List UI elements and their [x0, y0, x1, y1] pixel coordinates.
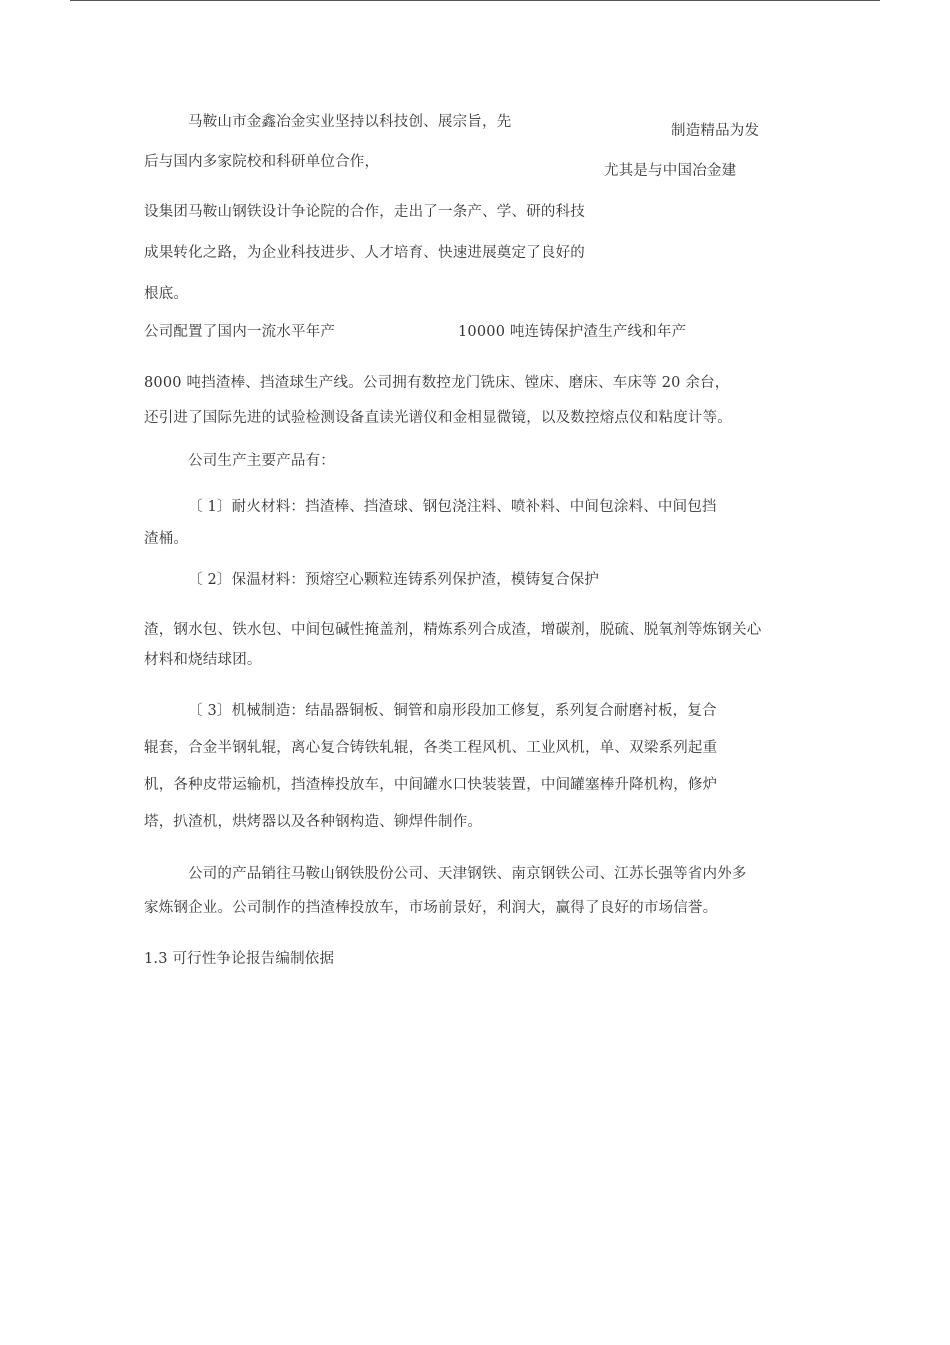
- paragraph-line: 成果转化之路，为企业科技进步、人才培育、快速进展奠定了良好的: [144, 245, 585, 261]
- paragraph-line: 家炼钢企业。公司制作的挡渣棒投放车，市场前景好，利润大，赢得了良好的市场信誉。: [144, 900, 718, 916]
- paragraph-line: 公司生产主要产品有：: [188, 453, 335, 469]
- paragraph-line: 公司的产品销往马鞍山钢铁股份公司、天津钢铁、南京钢铁公司、江苏长强等省内外多: [188, 866, 747, 882]
- section-heading: 1.3 可行性争论报告编制依据: [144, 951, 335, 967]
- paragraph-line: 根底。: [144, 286, 189, 302]
- header-rule: [70, 0, 880, 1]
- paragraph-line: 马鞍山市金鑫冶金实业坚持以科技创、展宗旨，先: [188, 114, 512, 130]
- paragraph-line: 渣桶。: [144, 531, 189, 547]
- paragraph-line: 辊套，合金半钢轧辊，离心复合铸铁轧辊，各类工程风机、工业风机，单、双梁系列起重: [144, 740, 718, 756]
- paragraph-line: 公司配置了国内一流水平年产: [144, 324, 336, 340]
- paragraph-line-fragment: 制造精品为发: [671, 123, 760, 139]
- paragraph-line: 渣，钢水包、铁水包、中间包碱性掩盖剂，精炼系列合成渣，增碳剂，脱硫、脱氧剂等炼钢关心: [144, 622, 762, 638]
- list-item-refractory: 〔 1〕耐火材料：挡渣棒、挡渣球、钢包浇注料、喷补料、中间包涂料、中间包挡: [188, 499, 717, 515]
- paragraph-line-fragment: 尤其是与中国冶金建: [604, 163, 737, 179]
- paragraph-line: 机，各种皮带运输机，挡渣棒投放车，中间罐水口快装装置，中间罐塞棒升降机构，修炉: [144, 777, 718, 793]
- list-item-machinery: 〔 3〕机械制造：结晶器铜板、铜管和扇形段加工修复，系列复合耐磨衬板，复合: [188, 703, 717, 719]
- paragraph-line: 后与国内多家院校和科研单位合作，: [144, 154, 380, 170]
- paragraph-line: 材料和烧结球团。: [144, 652, 262, 668]
- paragraph-line: 8000 吨挡渣棒、挡渣球生产线。公司拥有数控龙门铣床、镗床、磨床、车床等 20 余台，: [144, 375, 730, 391]
- paragraph-line: 还引进了国际先进的试验检测设备直读光谱仪和金相显微镜，以及数控熔点仪和粘度计等。: [144, 410, 732, 426]
- paragraph-line: 设集团马鞍山钢铁设计争论院的合作，走出了一条产、学、研的科技: [144, 204, 585, 220]
- list-item-insulation: 〔 2〕保温材料：预熔空心颗粒连铸系列保护渣，模铸复合保护: [188, 572, 600, 588]
- paragraph-line-fragment: 10000 吨连铸保护渣生产线和年产: [458, 324, 687, 340]
- paragraph-line: 塔，扒渣机，烘烤器以及各种钢构造、铆焊件制作。: [144, 814, 483, 830]
